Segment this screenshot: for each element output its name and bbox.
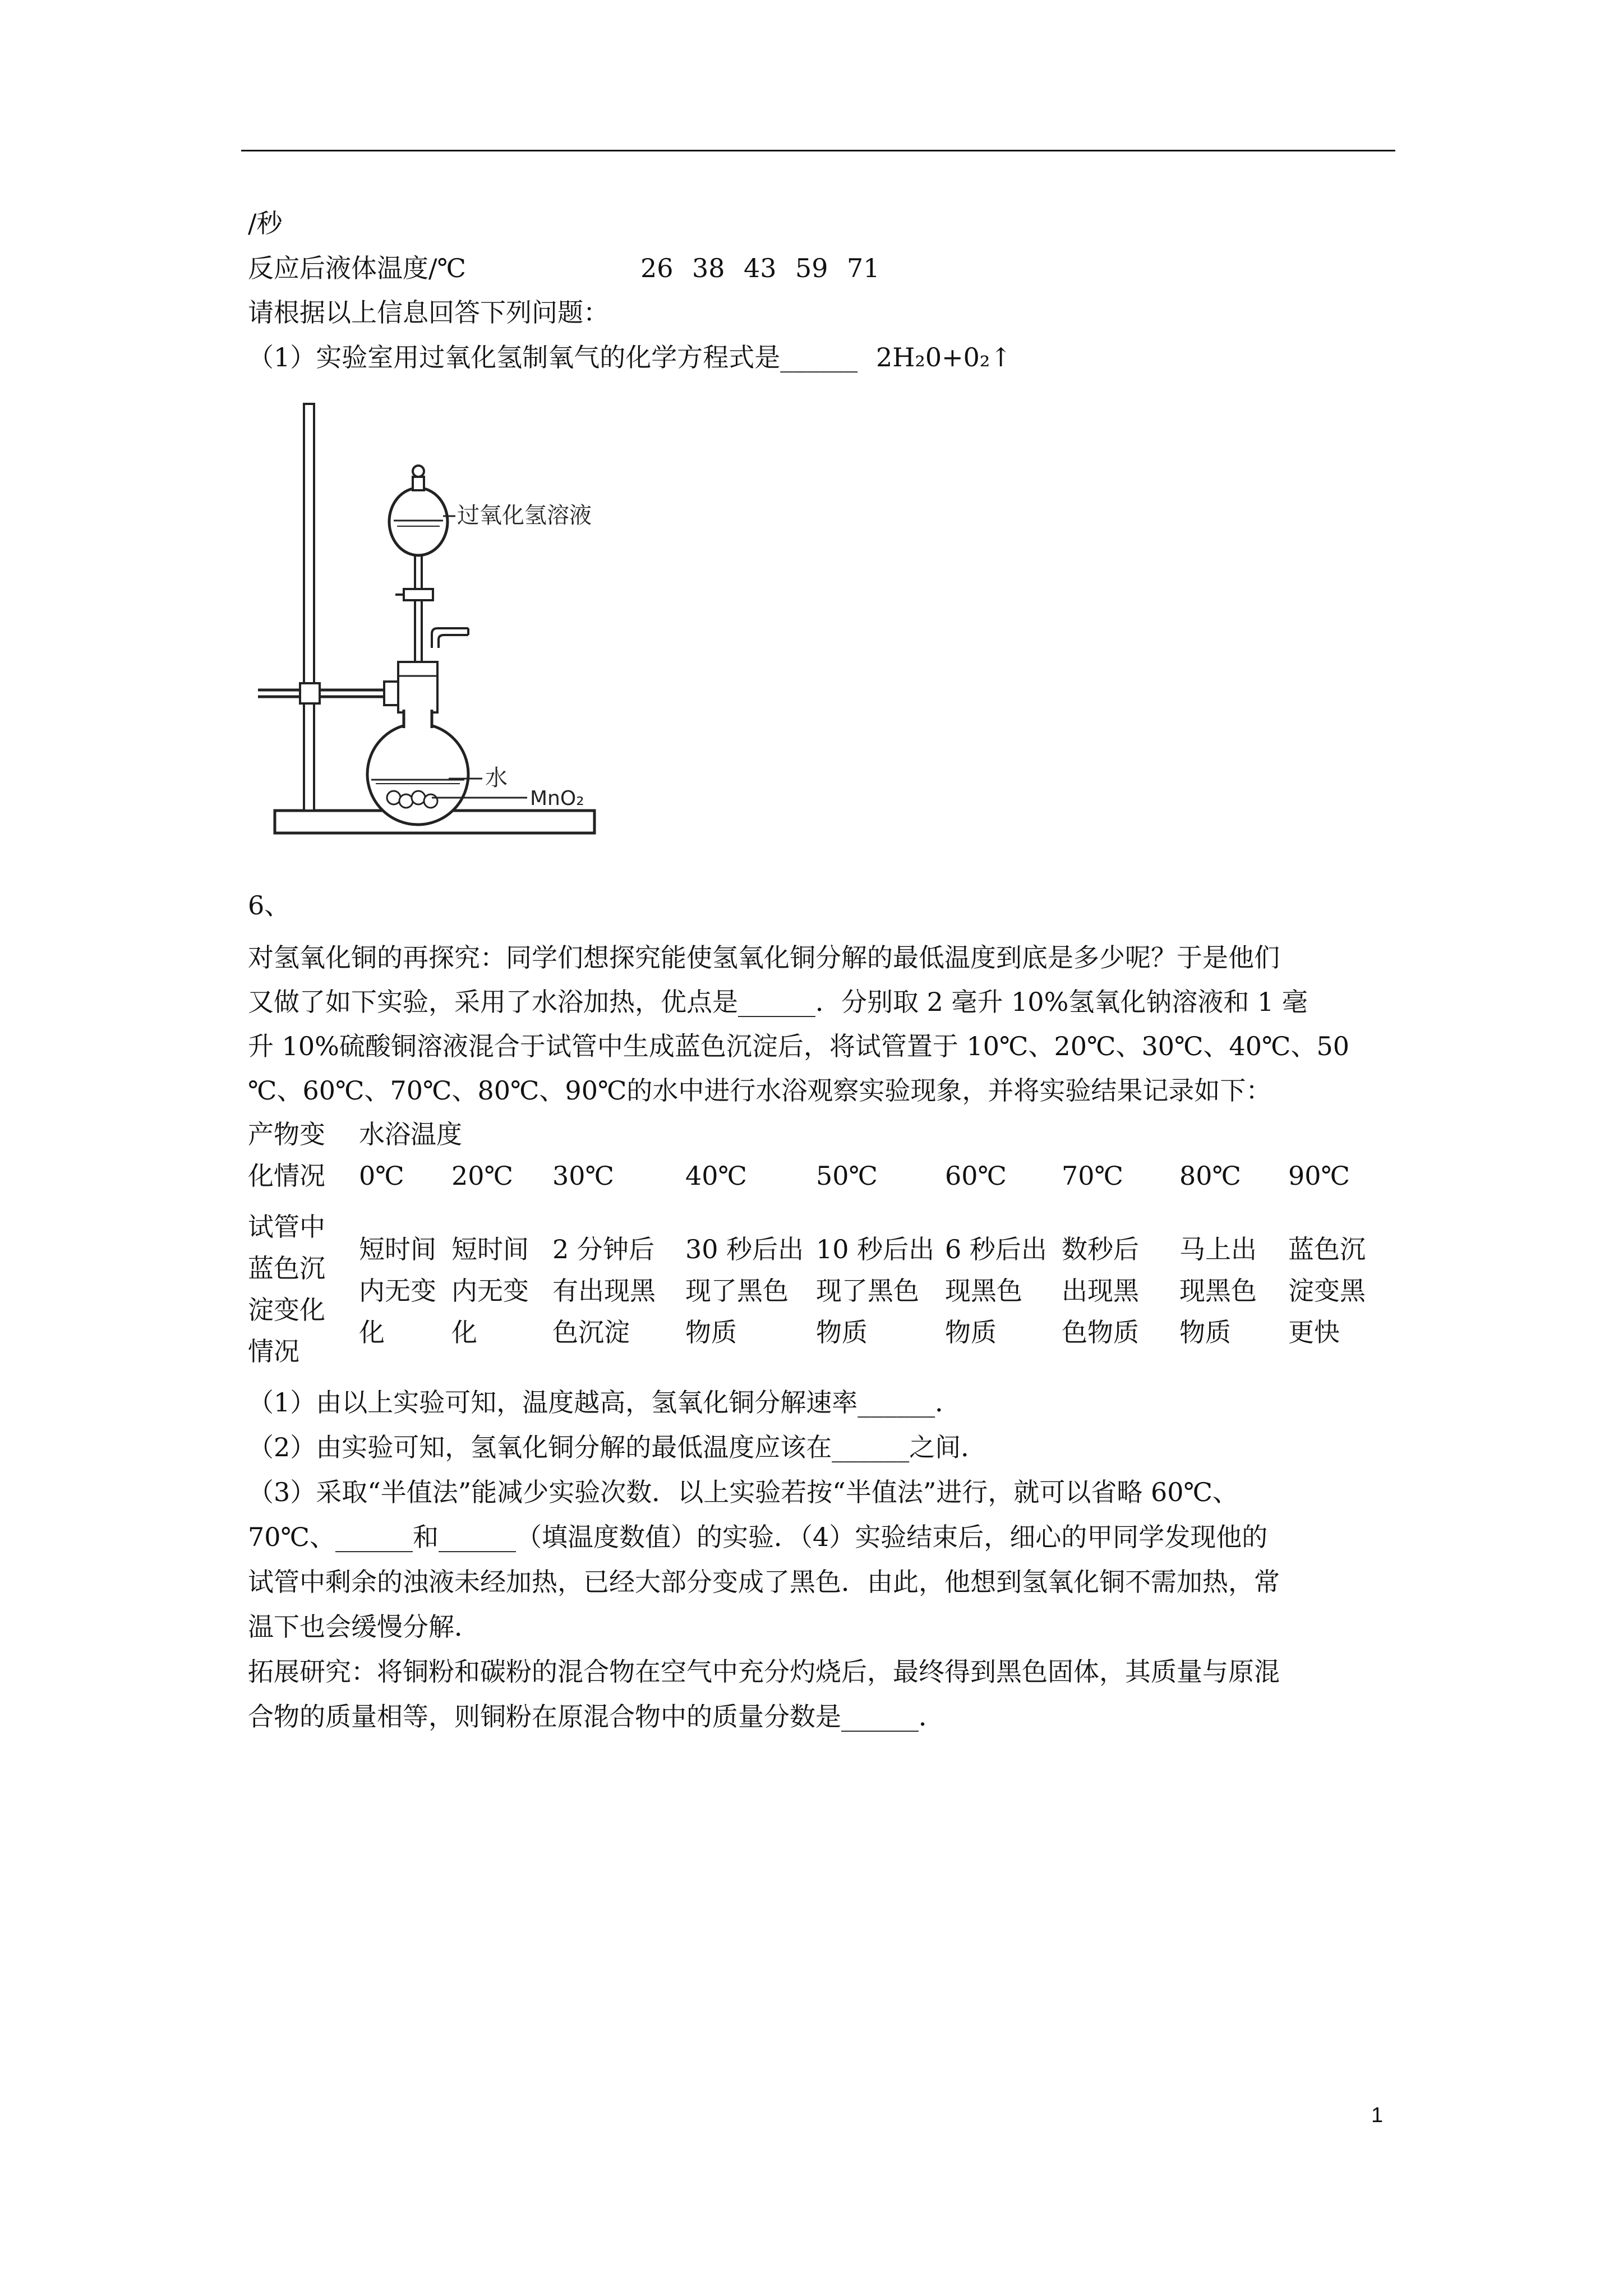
question-6-number: 6、: [248, 890, 291, 921]
table-cell-line: 内无变: [359, 1276, 436, 1306]
table-rowhead-line: 试管中: [248, 1212, 325, 1242]
table-rowhead-line: 淀变化: [248, 1295, 325, 1325]
table-cell-line: 30 秒后出: [685, 1234, 804, 1264]
page-number: 1: [1371, 2104, 1384, 2127]
unit-continuation: /秒: [248, 208, 283, 238]
table-cell-line: 马上出: [1179, 1234, 1257, 1264]
temperature-value: 71: [847, 253, 880, 283]
table-temp-cell: 50℃: [816, 1161, 878, 1191]
table-cell-line: 物质: [685, 1317, 737, 1347]
paragraph-line: 又做了如下实验，采用了水浴加热，优点是______．分别取 2 毫升 10%氢氧化钠溶液和 1 毫: [248, 987, 1308, 1017]
paragraph-line: 升 10%硫酸铜溶液混合于试管中生成蓝色沉淀后，将试管置于 10℃、20℃、30℃、40℃、50: [248, 1031, 1349, 1061]
label-water: 水: [485, 765, 508, 791]
table-cell-line: 色沉淀: [552, 1317, 630, 1347]
table-temp-cell: 40℃: [685, 1161, 747, 1191]
table-temp-cell: 0℃: [359, 1161, 404, 1191]
temperature-value: 38: [692, 253, 725, 283]
temperature-label: 反应后液体温度/℃: [248, 253, 466, 283]
sub-question-line: 温下也会缓慢分解．: [248, 1612, 480, 1642]
table-cell-line: 化: [451, 1317, 477, 1347]
table-cell-line: 内无变: [451, 1276, 529, 1306]
table-cell-line: 6 秒后出: [945, 1234, 1047, 1264]
table-cell-line: 2 分钟后: [552, 1234, 654, 1264]
table-cell-line: 物质: [1179, 1317, 1231, 1347]
question-1-line: [248, 341, 1089, 374]
sub-question-line: 70℃、______和______（填温度数值）的实验．（4）实验结束后，细心的甲同学发现他的: [248, 1522, 1268, 1552]
table-cell-line: 化: [359, 1317, 385, 1347]
paragraph-line: 对氢氧化铜的再探究：同学们想探究能使氢氧化铜分解的最低温度到底是多少呢？于是他们: [248, 942, 1280, 973]
table-header-product: 产物变: [248, 1119, 325, 1149]
temperature-row: [248, 251, 1033, 285]
paragraph-line: ℃、60℃、70℃、80℃、90℃的水中进行水浴观察实验现象，并将实验结果记录如下：: [248, 1075, 1272, 1106]
sub-question-line: （1）由以上实验可知，温度越高，氢氧化铜分解速率______．: [248, 1387, 961, 1418]
table-temp-cell: 20℃: [451, 1161, 513, 1191]
results-table: [0, 1114, 1623, 1383]
table-cell-line: 物质: [945, 1317, 997, 1347]
table-cell-line: 有出现黑: [552, 1276, 656, 1306]
temperature-value: 26: [640, 253, 674, 283]
table-cell-line: 出现黑: [1062, 1276, 1139, 1306]
table-temp-cell: 80℃: [1179, 1161, 1241, 1191]
table-cell-line: 现了黑色: [816, 1276, 919, 1306]
temperature-value: 59: [795, 253, 828, 283]
table-temp-cell: 30℃: [552, 1161, 614, 1191]
sub-question-line: 试管中剩余的浊液未经加热，已经大部分变成了黑色．由此，他想到氢氧化铜不需加热，常: [248, 1567, 1280, 1597]
table-cell-line: 10 秒后出: [816, 1234, 935, 1264]
label-h2o2-solution: 过氧化氢溶液: [457, 503, 592, 528]
chemical-equation: 2H₂0+0₂↑: [876, 342, 1012, 372]
table-rowhead-line: 情况: [248, 1336, 299, 1366]
table-cell-line: 现黑色: [945, 1276, 1022, 1306]
table-cell-line: 短时间: [451, 1234, 529, 1264]
extension-question-line: 合物的质量相等，则铜粉在原混合物中的质量分数是______．: [248, 1701, 944, 1732]
table-cell-line: 现了黑色: [685, 1276, 789, 1306]
table-cell-line: 蓝色沉: [1288, 1234, 1366, 1264]
table-rowhead-line: 蓝色沉: [248, 1253, 325, 1283]
table-cell-line: 数秒后: [1062, 1234, 1139, 1264]
extension-question-line: 拓展研究：将铜粉和碳粉的混合物在空气中充分灼烧后，最终得到黑色固体，其质量与原混: [248, 1657, 1280, 1687]
header-rule: [241, 150, 1395, 151]
question-1-text: （1）实验室用过氧化氢制氧气的化学方程式是______: [248, 342, 858, 372]
table-cell-line: 现黑色: [1179, 1276, 1257, 1306]
table-cell-line: 物质: [816, 1317, 868, 1347]
label-mno2: MnO₂: [530, 787, 584, 810]
table-header-change: 化情况: [248, 1161, 325, 1191]
sub-question-line: （3）采取“半值法”能减少实验次数．以上实验若按“半值法”进行，就可以省略 60℃、: [248, 1477, 1238, 1507]
table-cell-line: 色物质: [1062, 1317, 1139, 1347]
instruction: 请根据以上信息回答下列问题：: [248, 297, 609, 328]
table-temp-cell: 70℃: [1062, 1161, 1123, 1191]
table-cell-line: 淀变黑: [1288, 1276, 1366, 1306]
table-cell-line: 短时间: [359, 1234, 436, 1264]
table-header-bath-temp: 水浴温度: [359, 1119, 462, 1149]
table-cell-line: 更快: [1288, 1317, 1340, 1347]
sub-question-line: （2）由实验可知，氢氧化铜分解的最低温度应该在______之间．: [248, 1432, 987, 1462]
temperature-value: 43: [744, 253, 777, 283]
table-temp-cell: 60℃: [945, 1161, 1007, 1191]
table-temp-cell: 90℃: [1288, 1161, 1350, 1191]
apparatus-figure: [247, 393, 639, 841]
